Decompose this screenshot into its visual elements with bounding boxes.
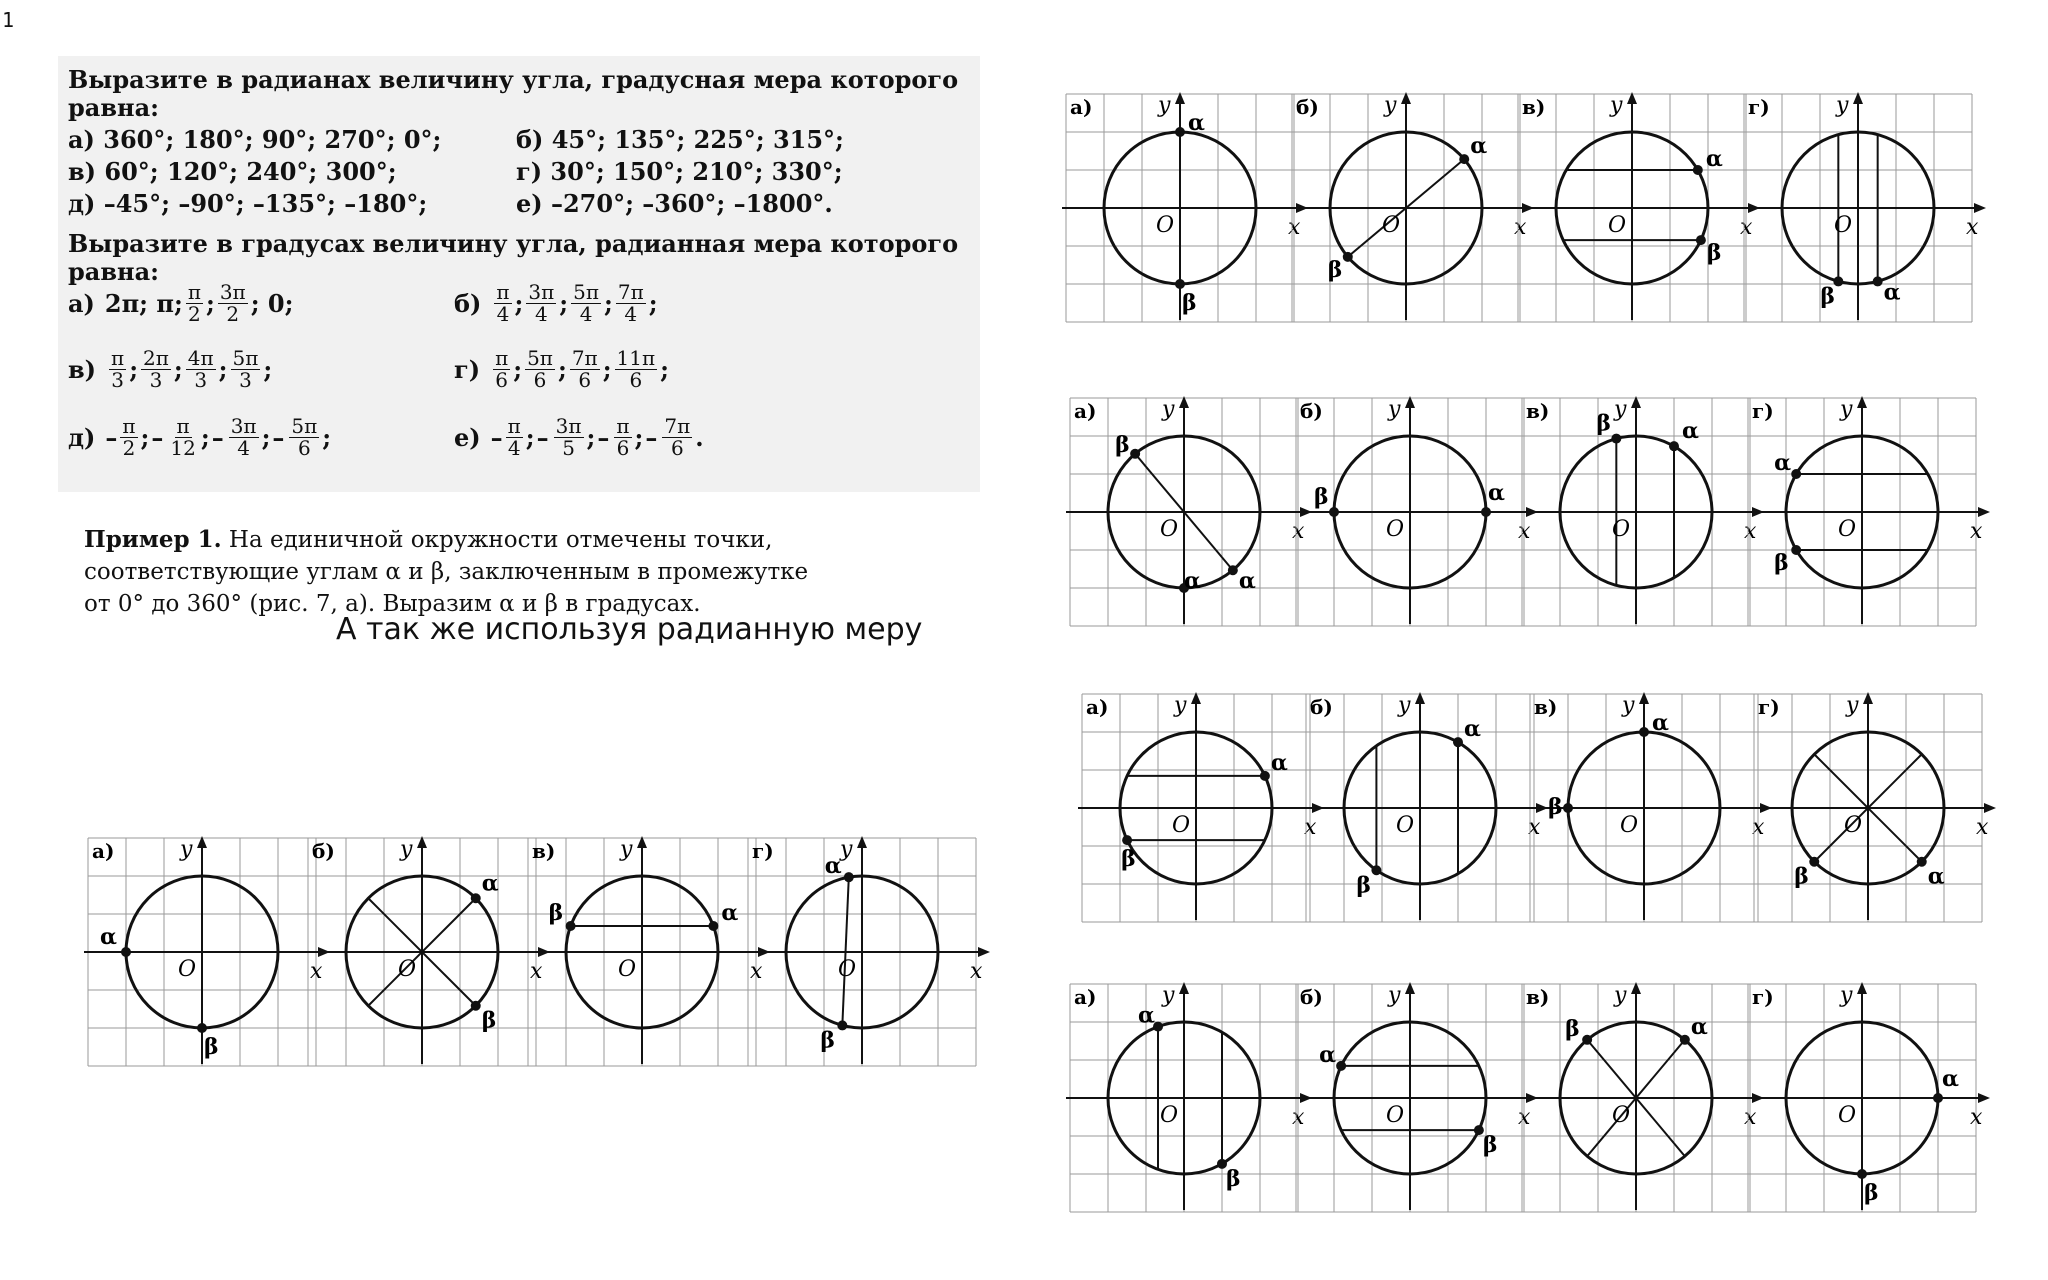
alpha-label: α: [1690, 1013, 1708, 1040]
fraction: $\frac{3\pi}{4}$: [230, 414, 257, 460]
separator: ;: [140, 423, 150, 452]
alpha-label: α: [1883, 279, 1901, 306]
x-axis-arrow-icon: [978, 947, 990, 957]
alpha-label: α: [1464, 716, 1481, 743]
alpha-label: α: [1927, 863, 1945, 890]
handwritten-note: А так же используя радианную меру: [336, 612, 923, 647]
unit-circle-figure: [744, 836, 990, 1066]
figure-label: б): [1300, 985, 1323, 1009]
beta-point: [1175, 279, 1185, 289]
alpha-point: [1669, 441, 1679, 451]
beta-label: β: [1226, 1165, 1241, 1192]
x-axis-label: x: [750, 959, 763, 984]
beta-point: [1857, 1169, 1867, 1179]
separator: ;: [634, 423, 644, 452]
item-text: ; 0;: [250, 289, 294, 318]
alpha-point: [708, 921, 718, 931]
alpha-point: [1459, 154, 1469, 164]
unit-circle-figure: [1292, 396, 1538, 626]
beta-point: [1371, 865, 1381, 875]
exercise1-item-a: а) 360°; 180°; 90°; 270°; 0°;: [68, 125, 442, 154]
alpha-point: [1680, 1035, 1690, 1045]
x-axis-label: x: [530, 959, 543, 984]
exercise-box: [58, 56, 980, 492]
beta-point: [1611, 434, 1621, 444]
fraction: $\frac{\pi}{6}$: [616, 414, 630, 460]
unit-circle-figure: [1518, 982, 1764, 1212]
period: .: [695, 423, 704, 452]
fraction: $\frac{3\pi}{5}$: [555, 414, 582, 460]
fraction: $\frac{\pi}{6}$: [495, 346, 509, 392]
exercise2-item-e: [454, 416, 704, 459]
beta-point: [1791, 545, 1801, 555]
origin-label: O: [1620, 813, 1639, 838]
x-axis-label: x: [1976, 815, 1989, 840]
exercise1-item-g: г) 30°; 150°; 210°; 330°;: [516, 157, 843, 186]
item-label: в): [68, 355, 97, 384]
alpha-label: α: [1488, 480, 1505, 506]
beta-point: [1696, 235, 1706, 245]
y-axis-label: y: [1162, 983, 1175, 1008]
x-axis-label: x: [1292, 519, 1305, 544]
separator: ;: [261, 423, 271, 452]
figure-label: г): [752, 839, 774, 863]
origin-label: O: [1612, 1103, 1631, 1128]
y-axis-label: y: [1398, 693, 1411, 718]
y-axis-label: y: [1614, 983, 1627, 1008]
x-axis-label: x: [1744, 1105, 1757, 1130]
fraction: $\frac{\pi}{12}$: [170, 414, 196, 460]
beta-label: β: [1794, 863, 1809, 890]
origin-label: O: [398, 957, 417, 982]
x-axis-label: x: [1292, 1105, 1305, 1130]
fraction: $\frac{5\pi}{6}$: [527, 346, 553, 392]
alpha-point: [1228, 565, 1238, 575]
origin-label: O: [1396, 813, 1415, 838]
figure-label: б): [1300, 399, 1323, 423]
unit-circle-figure: [1292, 982, 1538, 1212]
x-axis-arrow-icon: [1978, 507, 1990, 517]
origin-label: O: [178, 957, 197, 982]
y-axis-label: y: [620, 837, 633, 862]
fraction: $\frac{5\pi}{3}$: [232, 346, 259, 392]
beta-point: [1343, 252, 1353, 262]
alpha-point: [1791, 469, 1801, 479]
separator: ;: [263, 355, 273, 384]
figure-strip-right-3: [1078, 692, 1989, 924]
unit-circle-figure: [1750, 692, 1996, 922]
figure-strip-right-1: [1062, 92, 1979, 324]
item-label: б): [454, 289, 482, 318]
figure-label: г): [1752, 985, 1774, 1009]
alpha-point: [844, 872, 854, 882]
fraction: $\frac{\pi}{3}$: [111, 346, 125, 392]
x-axis-label: x: [310, 959, 323, 984]
y-axis-label: y: [180, 837, 193, 862]
x-axis-label: x: [1514, 215, 1527, 240]
alpha-label: α: [721, 900, 739, 927]
y-axis-label: y: [1846, 693, 1859, 718]
alpha-label: α: [1319, 1041, 1337, 1068]
fraction: $\frac{5\pi}{6}$: [291, 414, 318, 460]
y-axis-label: y: [1388, 397, 1401, 422]
exercise1-item-v: в) 60°; 120°; 240°; 300°;: [68, 157, 397, 186]
figure-label: б): [312, 839, 335, 863]
beta-point: [197, 1023, 207, 1033]
figure-label: а): [1074, 985, 1097, 1009]
separator: ;: [322, 423, 332, 452]
alpha-label: α: [824, 853, 842, 880]
exercise2-title-cont: равна:: [68, 257, 159, 286]
x-axis-label: x: [1304, 815, 1317, 840]
figure-label: в): [1522, 95, 1546, 119]
alpha-label: α: [1774, 450, 1792, 476]
figure-label: в): [532, 839, 556, 863]
beta-point: [1130, 449, 1140, 459]
figure-label: б): [1310, 695, 1333, 719]
fraction: $\frac{\pi}{2}$: [122, 414, 136, 460]
beta-label: β: [548, 900, 564, 927]
example-heading: Пример 1.: [84, 526, 222, 553]
unit-circle-figure: [1066, 396, 1312, 626]
origin-label: O: [1838, 517, 1857, 542]
figure-label: в): [1526, 399, 1550, 423]
separator: ;: [218, 355, 228, 384]
beta-point: [1563, 803, 1573, 813]
exercise1-item-d: д) –45°; –90°; –135°; –180°;: [68, 189, 428, 218]
unit-circle-figure: [84, 836, 330, 1066]
separator: ;: [604, 289, 613, 318]
beta-point: [1329, 507, 1339, 517]
exercise2-item-g: [454, 348, 669, 391]
origin-label: O: [618, 957, 637, 982]
alpha-point: [1873, 276, 1883, 286]
item-label: а): [68, 289, 95, 318]
example-line: соответствующие углам α и β, заключенным в промежутке: [84, 559, 809, 585]
beta-point: [1122, 835, 1132, 845]
beta-label: β: [1115, 431, 1130, 458]
origin-label: O: [1386, 1103, 1405, 1128]
fraction: $\frac{2\pi}{3}$: [143, 346, 169, 392]
x-axis-arrow-icon: [1978, 1093, 1990, 1103]
figure-label: а): [1070, 95, 1093, 119]
origin-label: O: [1612, 517, 1631, 542]
unit-circle-figure: [1062, 92, 1308, 322]
origin-label: O: [1834, 213, 1853, 238]
y-axis-label: y: [1384, 93, 1397, 118]
fraction: $\frac{\pi}{2}$: [187, 280, 201, 326]
origin-label: O: [1838, 1103, 1857, 1128]
figure-label: б): [1296, 95, 1319, 119]
x-axis-label: x: [970, 959, 983, 984]
alpha-label: α: [1705, 146, 1723, 172]
fraction: $\frac{3\pi}{2}$: [219, 280, 246, 326]
y-axis-label: y: [1174, 693, 1187, 718]
beta-label: β: [1864, 1180, 1879, 1206]
figure-strip-left: [84, 836, 983, 1068]
alpha-point: [1639, 727, 1649, 737]
beta-label: β: [1356, 872, 1372, 899]
alpha-point: [1481, 507, 1491, 517]
page-number: 1: [2, 8, 15, 32]
unit-circle-figure: [1744, 396, 1990, 626]
minus-sign: –: [645, 423, 658, 452]
example-line: На единичной окружности отмечены точки,: [221, 527, 773, 553]
unit-circle-figure: [1302, 692, 1548, 922]
y-axis-label: y: [1840, 983, 1853, 1008]
alpha-label: α: [1942, 1066, 1959, 1092]
alpha-label: α: [481, 870, 499, 897]
alpha-point: [1260, 771, 1270, 781]
alpha-point: [1693, 165, 1703, 175]
alpha-point: [471, 893, 481, 903]
exercise1-item-b: б) 45°; 135°; 225°; 315°;: [516, 125, 844, 154]
separator: ;: [200, 423, 210, 452]
beta-label: β: [204, 1034, 219, 1060]
fraction: $\frac{7\pi}{4}$: [617, 280, 644, 326]
origin-label: O: [1386, 517, 1405, 542]
x-axis-label: x: [1518, 1105, 1531, 1130]
origin-label: O: [1608, 213, 1627, 238]
y-axis-label: y: [1610, 93, 1623, 118]
x-axis-label: x: [1288, 215, 1301, 240]
origin-label: O: [1382, 213, 1401, 238]
separator: ;: [660, 355, 669, 384]
fraction: $\frac{11\pi}{6}$: [616, 346, 656, 392]
alpha-point: [1933, 1093, 1943, 1103]
alpha-label: α: [1184, 568, 1201, 594]
exercise1-item-e: е) –270°; –360°; –1800°.: [516, 189, 833, 218]
figure-label: а): [1086, 695, 1109, 719]
beta-label: β: [1596, 410, 1611, 437]
figure-label: а): [1074, 399, 1097, 423]
origin-label: O: [1172, 813, 1191, 838]
separator: ;: [514, 289, 524, 318]
item-text: 2π; π;: [104, 289, 183, 318]
beta-label: β: [1565, 1015, 1580, 1042]
unit-circle-figure: [1078, 692, 1324, 922]
x-axis-label: x: [1970, 1105, 1983, 1130]
separator: ;: [173, 355, 183, 384]
separator: ;: [559, 289, 569, 318]
minus-sign: –: [597, 423, 610, 452]
x-axis-label: x: [1528, 815, 1541, 840]
fraction: $\frac{7\pi}{6}$: [664, 414, 691, 460]
figure-strip-right-2: [1066, 396, 1983, 628]
separator: ;: [586, 423, 596, 452]
unit-circle-figure: [1288, 92, 1534, 322]
y-axis-label: y: [840, 837, 853, 862]
alpha-point: [121, 947, 131, 957]
exercise2-item-a: [68, 282, 293, 325]
beta-label: β: [820, 1027, 835, 1054]
beta-point: [1582, 1035, 1592, 1045]
alpha-point: [1917, 857, 1927, 867]
unit-circle-figure: [1526, 692, 1772, 922]
y-axis-label: y: [1614, 397, 1627, 422]
minus-sign: –: [151, 423, 164, 452]
figure-label: в): [1526, 985, 1550, 1009]
y-axis-label: y: [400, 837, 413, 862]
minus-sign: –: [211, 423, 224, 452]
item-label: е): [454, 423, 481, 452]
beta-point: [1809, 857, 1819, 867]
fraction: $\frac{7\pi}{6}$: [571, 346, 598, 392]
x-axis-label: x: [1744, 519, 1757, 544]
origin-label: O: [1160, 517, 1179, 542]
alpha-label: α: [1138, 1002, 1155, 1029]
beta-label: β: [1327, 256, 1343, 283]
exercise2-item-v: [68, 348, 272, 391]
alpha-label: α: [1682, 418, 1699, 445]
origin-label: O: [1156, 213, 1175, 238]
alpha-point: [1453, 737, 1463, 747]
fraction: $\frac{\pi}{4}$: [507, 414, 521, 460]
minus-sign: –: [105, 423, 118, 452]
y-axis-label: y: [1840, 397, 1853, 422]
x-axis-label: x: [1970, 519, 1983, 544]
fraction: $\frac{5\pi}{4}$: [573, 280, 599, 326]
fraction: $\frac{\pi}{4}$: [496, 280, 510, 326]
exercise2-item-b: [454, 282, 658, 325]
alpha-label: α: [1270, 749, 1288, 776]
figure-label: г): [1752, 399, 1774, 423]
item-label: г): [454, 355, 481, 384]
example-text: [84, 524, 974, 620]
separator: ;: [602, 355, 612, 384]
alpha-label: α: [1238, 568, 1256, 595]
beta-point: [837, 1020, 847, 1030]
figure-label: в): [1534, 695, 1558, 719]
exercise2-item-d: [68, 416, 331, 459]
origin-label: O: [1160, 1103, 1179, 1128]
minus-sign: –: [536, 423, 549, 452]
separator: ;: [648, 289, 658, 318]
y-axis-label: y: [1622, 693, 1635, 718]
example-line: от 0° до 360° (рис. 7, а). Выразим α и β в градусах.: [84, 591, 701, 617]
x-axis-arrow-icon: [1984, 803, 1996, 813]
x-axis-label: x: [1740, 215, 1753, 240]
separator: ;: [525, 423, 535, 452]
separator: ;: [513, 355, 523, 384]
x-axis-label: x: [1752, 815, 1765, 840]
beta-label: β: [1548, 794, 1563, 820]
exercise1-title-cont: равна:: [68, 93, 159, 122]
x-axis-label: x: [1518, 519, 1531, 544]
origin-label: O: [838, 957, 857, 982]
beta-label: β: [481, 1007, 497, 1034]
unit-circle-figure: [1066, 982, 1312, 1212]
beta-point: [471, 1001, 481, 1011]
beta-label: β: [1121, 846, 1136, 873]
y-axis-label: y: [1836, 93, 1849, 118]
x-axis-arrow-icon: [1974, 203, 1986, 213]
figure-strip-right-4: [1066, 982, 1983, 1214]
figure-label: г): [1748, 95, 1770, 119]
fraction: $\frac{3\pi}{4}$: [528, 280, 555, 326]
minus-sign: –: [272, 423, 285, 452]
alpha-label: α: [100, 924, 117, 950]
unit-circle-figure: [1514, 92, 1760, 322]
exercise1-title: Выразите в радианах величину угла, градусная мера которого: [68, 65, 959, 94]
exercise2-title: Выразите в градусах величину угла, радианная мера которого: [68, 229, 959, 258]
alpha-point: [1336, 1061, 1346, 1071]
y-axis-label: y: [1162, 397, 1175, 422]
origin-label: O: [1844, 813, 1863, 838]
beta-label: β: [1706, 240, 1722, 267]
figure-label: а): [92, 839, 115, 863]
y-axis-label: y: [1158, 93, 1171, 118]
beta-label: β: [1820, 283, 1835, 310]
figure-label: г): [1758, 695, 1780, 719]
unit-circle-figure: [524, 836, 770, 1066]
unit-circle-figure: [1744, 982, 1990, 1212]
separator: ;: [129, 355, 139, 384]
separator: ;: [205, 289, 215, 318]
fraction: $\frac{4\pi}{3}$: [187, 346, 214, 392]
beta-point: [566, 921, 576, 931]
alpha-label: α: [1188, 110, 1205, 136]
beta-label: β: [1482, 1132, 1498, 1159]
unit-circle-figure: [1518, 396, 1764, 626]
beta-label: β: [1774, 550, 1789, 576]
alpha-point: [1175, 127, 1185, 137]
unit-circle-figure: [304, 836, 550, 1066]
minus-sign: –: [490, 423, 503, 452]
beta-label: β: [1182, 290, 1197, 316]
y-axis-label: y: [1388, 983, 1401, 1008]
separator: ;: [557, 355, 567, 384]
x-axis-label: x: [1966, 215, 1979, 240]
beta-label: β: [1314, 484, 1329, 510]
alpha-label: α: [1652, 710, 1669, 736]
alpha-label: α: [1470, 133, 1488, 160]
unit-circle-figure: [1740, 92, 1986, 322]
item-label: д): [68, 423, 96, 452]
